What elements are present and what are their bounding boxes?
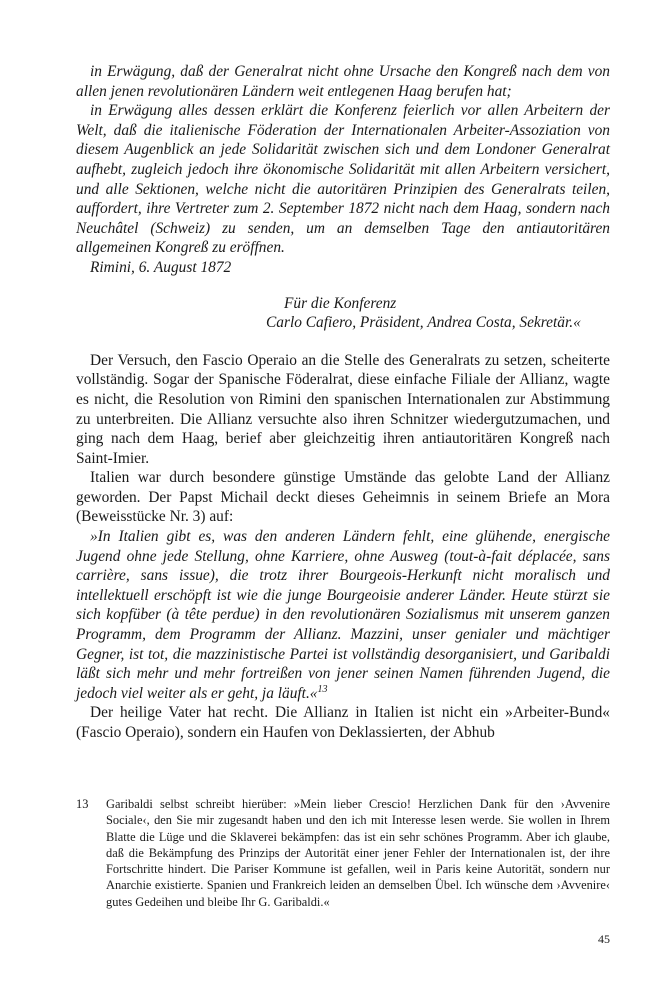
- body-paragraph-1: Der Versuch, den Fascio Operaio an die Stelle des Generalrats zu setzen, scheiterte vollständig. Sogar der Spanische Föderalrat, diese einfache Filiale der Allianz, wagte es nicht, die Resolution von Rimini den spanischen Internationalen zur Abstimmung zu unterbreiten. Die Allianz versuchte also ihren Schnitzer wiedergutzumachen, und ging nach dem Haag, berief aber gleichzeitig ihren antiautoritären Kongreß nach Saint-Imier.: [76, 351, 610, 467]
- footnote-number: 13: [76, 797, 89, 811]
- body-paragraph-2: Italien war durch besondere günstige Umstände das gelobte Land der Allianz geworden. Der Papst Michail deckt dieses Geheimnis in seinem Briefe an Mora (Beweisstücke Nr. 3) auf:: [76, 469, 610, 526]
- quote-place-date: Rimini, 6. August 1872: [90, 258, 232, 276]
- block-quote: [76, 527, 610, 703]
- page-body: [76, 62, 610, 743]
- footnote-text: Garibaldi selbst schreibt hierüber: »Mein lieber Crescio! Herzlichen Dank für den ›Avvenire Sociale‹, den Sie mir zugesandt haben und den ich mit Interesse lesen werde. Sie wollen in Ihrem Blatte die Lüge und die Sklaverei bekämpfen: das ist ein sehr schönes Programm. Aber ich glaube, daß die Bekämpfung des Prinzips der Autorität einer jener Fehler der Internationalen ist, der ihre Fortschritte hindert. Die Pariser Kommune ist gefallen, weil in Paris keine Autorität, sondern nur Anarchie existierte. Spanien und Frankreich leiden an demselben Übel. Ich wünsche dem ›Avvenire‹ gutes Gedeihen und bleibe Ihr G. Garibaldi.«: [106, 797, 610, 909]
- signature-line-2: Carlo Cafiero, Präsident, Andrea Costa, Sekretär.«: [266, 314, 581, 332]
- quote-paragraph-1: in Erwägung, daß der Generalrat nicht ohne Ursache den Kongreß nach dem von allen jenen revolutionären Ländern weit entlegenen Haag berufen hat;: [76, 63, 610, 100]
- footnote: [76, 796, 610, 910]
- body-paragraph-3: Der heilige Vater hat recht. Die Allianz in Italien ist nicht ein »Arbeiter-Bund« (Fascio Operaio), sondern ein Haufen von Deklassierten, der Abhub: [76, 704, 610, 741]
- footnote-reference[interactable]: 13: [317, 683, 328, 695]
- quote-paragraph-2: in Erwägung alles dessen erklärt die Konferenz feierlich vor allen Arbeitern der Welt, daß die italienische Föderation der Internationalen Arbeiter-Assoziation von diesem Augenblick an jede Solidarität zwischen sich und dem Londoner Generalrat aufhebt, zugleich jedoch ihre ökonomische Solidarität mit allen Arbeitern versichert, und alle Sektionen, welche nicht die autoritären Prinzipien des Generalrats teilen, auffordert, ihre Vertreter zum 2. September 1872 nicht nach dem Haag, sondern nach Neuchâtel (Schweiz) zu senden, um an demselben Tage den antiautoritären allgemeinen Kongreß zu eröffnen.: [76, 102, 610, 257]
- section-gap: [76, 333, 610, 351]
- page-number: 45: [598, 932, 610, 946]
- signature-line-1: Für die Konferenz: [284, 294, 397, 312]
- block-quote-text: »In Italien gibt es, was den anderen Ländern fehlt, eine glühende, energische Jugend ohne jede Stellung, ohne Karriere, ohne Ausweg (tout-à-fait déplacée, sans carrière, sans issue), die trotz ihrer Bourgeois-Herkunft nicht moralisch und intellektuell erschöpft ist wie die junge Bourgeoisie anderer Länder. Heute stürzt sie sich kopfüber (à tête perdue) in den revolutionären Sozialismus mit unserem ganzen Programm, dem Programm der Allianz. Mazzini, unser genialer und mächtiger Gegner, ist tot, die mazzinistische Partei ist vollständig desorganisiert, und Garibaldi läßt sich mehr und mehr fortreißen von jener seinen Namen führenden Jugend, die jedoch viel weiter als er geht, ja läuft.«: [76, 528, 610, 702]
